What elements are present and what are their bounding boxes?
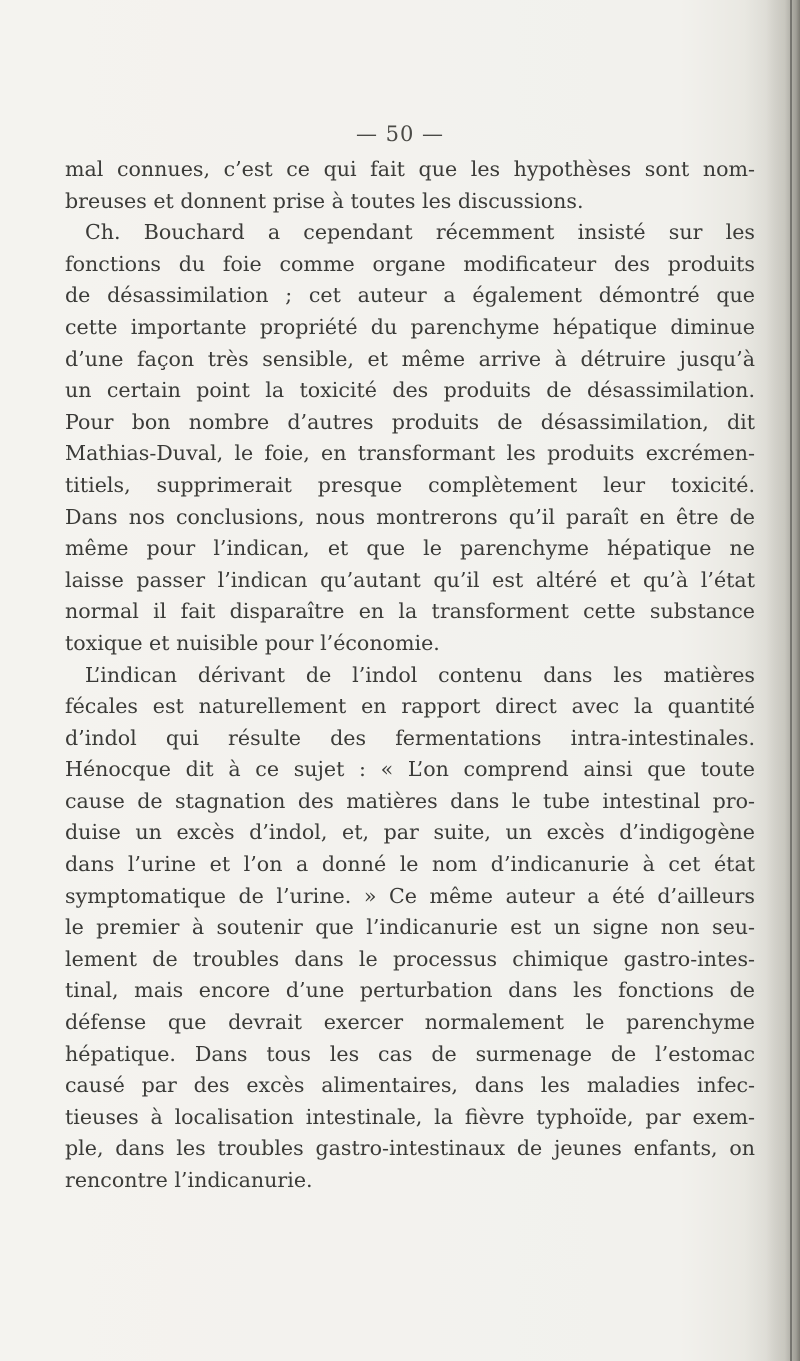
text-line: cette importante propriété du parenchyme hépatique diminue: [65, 314, 755, 339]
text-line: cause de stagnation des matières dans le tube intestinal pro-: [65, 788, 755, 813]
text-line: un certain point la toxicité des produits de désassimilation.: [65, 378, 755, 403]
text-line: titiels, supprimerait presque complètement leur toxicité.: [65, 472, 755, 497]
text-line: le premier à soutenir que l’indicanurie est un signe non seu-: [65, 915, 755, 940]
text-line: Dans nos conclusions, nous montrerons qu’il paraît en être de: [65, 504, 755, 529]
text-line: L’indican dérivant de l’indol contenu dans les matières: [85, 662, 755, 687]
text-line: causé par des excès alimentaires, dans les maladies infec-: [65, 1073, 755, 1098]
text-line: laisse passer l’indican qu’autant qu’il est altéré et qu’à l’état: [65, 567, 755, 592]
text-line: toxique et nuisible pour l’économie.: [65, 630, 440, 655]
page-edge-shadow: [766, 0, 800, 1361]
text-line: Ch. Bouchard a cependant récemment insisté sur les: [85, 220, 755, 245]
text-line: défense que devrait exercer normalement le parenchyme: [65, 1010, 755, 1035]
text-line: tinal, mais encore d’une perturbation dans les fonctions de: [65, 978, 755, 1003]
page-number: — 50 —: [355, 122, 445, 146]
text-line: dans l’urine et l’on a donné le nom d’indicanurie à cet état: [65, 852, 755, 877]
text-line: fécales est naturellement en rapport direct avec la quantité: [65, 694, 755, 719]
page-edge-line: [790, 0, 792, 1361]
text-line: Pour bon nombre d’autres produits de désassimilation, dit: [65, 409, 755, 434]
text-line: normal il fait disparaître en la transforment cette substance: [65, 599, 755, 624]
body-text: [65, 154, 755, 1197]
text-line: rencontre l’indicanurie.: [65, 1168, 313, 1192]
text-line: breuses et donnent prise à toutes les discussions.: [65, 188, 584, 213]
text-line: mal connues, c’est ce qui fait que les hypothèses sont nom-: [65, 157, 755, 181]
text-line: même pour l’indican, et que le parenchyme hépatique ne: [65, 536, 755, 561]
text-line: tieuses à localisation intestinale, la fièvre typhoïde, par exem-: [65, 1104, 755, 1129]
text-line: Hénocque dit à ce sujet : « L’on comprend ainsi que toute: [65, 757, 755, 782]
text-line: hépatique. Dans tous les cas de surmenage de l’estomac: [65, 1041, 755, 1066]
text-line: symptomatique de l’urine. » Ce même auteur a été d’ailleurs: [65, 883, 755, 908]
text-line: d’indol qui résulte des fermentations intra-intestinales.: [65, 725, 755, 750]
text-line: ple, dans les troubles gastro-intestinaux de jeunes enfants, on: [65, 1136, 755, 1161]
text-line: d’une façon très sensible, et même arrive à détruire jusqu’à: [65, 346, 755, 371]
text-line: lement de troubles dans le processus chimique gastro-intes-: [65, 946, 755, 971]
text-line: fonctions du foie comme organe modificateur des produits: [65, 251, 755, 276]
text-line: de désassimilation ; cet auteur a également démontré que: [65, 283, 755, 308]
text-line: duise un excès d’indol, et, par suite, un excès d’indigogène: [65, 820, 755, 845]
text-line: Mathias-Duval, le foie, en transformant les produits excrémen-: [65, 441, 755, 466]
